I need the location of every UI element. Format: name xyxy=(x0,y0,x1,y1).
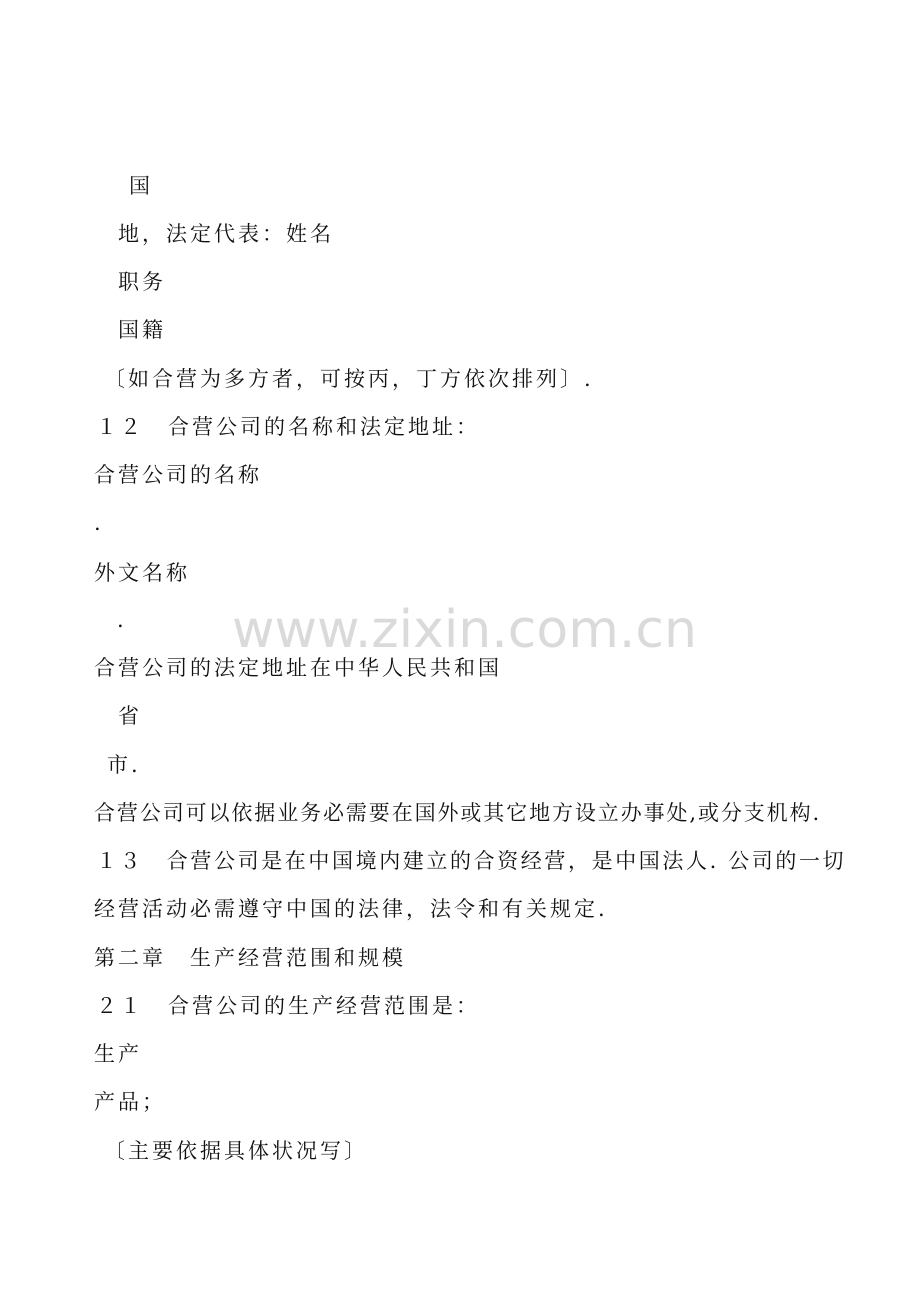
text-line-14: 合营公司可以依据业务必需要在国外或其它地方设立办事处,或分支机构. xyxy=(94,801,822,825)
text-line-9: 外文名称 xyxy=(94,561,190,585)
text-line-1: 国 xyxy=(129,174,153,198)
watermark: www.zixin.com.cn xyxy=(232,600,697,660)
text-line-17: 第二章 生产经营范围和规模 xyxy=(94,946,406,970)
text-line-7: 合营公司的名称 xyxy=(94,463,262,487)
text-line-20: 产品； xyxy=(94,1090,166,1114)
text-line-19: 生产 xyxy=(94,1042,142,1066)
text-line-21: 〔主要依据具体状况写〕 xyxy=(104,1139,368,1163)
text-line-8: . xyxy=(94,511,104,535)
text-line-3: 职务 xyxy=(118,270,166,294)
text-line-12: 省 xyxy=(118,704,142,728)
text-line-4: 国籍 xyxy=(118,318,166,342)
text-line-6: １２ 合营公司的名称和法定地址： xyxy=(96,415,480,439)
text-line-18: ２１ 合营公司的生产经营范围是： xyxy=(96,994,480,1018)
text-line-10: . xyxy=(117,608,127,632)
text-line-15: １３ 合营公司是在中国境内建立的合资经营，是中国法人. 公司的一切 xyxy=(96,849,847,873)
text-line-11: 合营公司的法定地址在中华人民共和国 xyxy=(94,656,502,680)
text-line-2: 地，法定代表：姓名 xyxy=(118,222,334,246)
text-line-13: 市. xyxy=(107,753,141,777)
text-line-5: 〔如合营为多方者，可按丙，丁方依次排列〕. xyxy=(104,367,594,391)
text-line-16: 经营活动必需遵守中国的法律，法令和有关规定. xyxy=(94,897,608,921)
